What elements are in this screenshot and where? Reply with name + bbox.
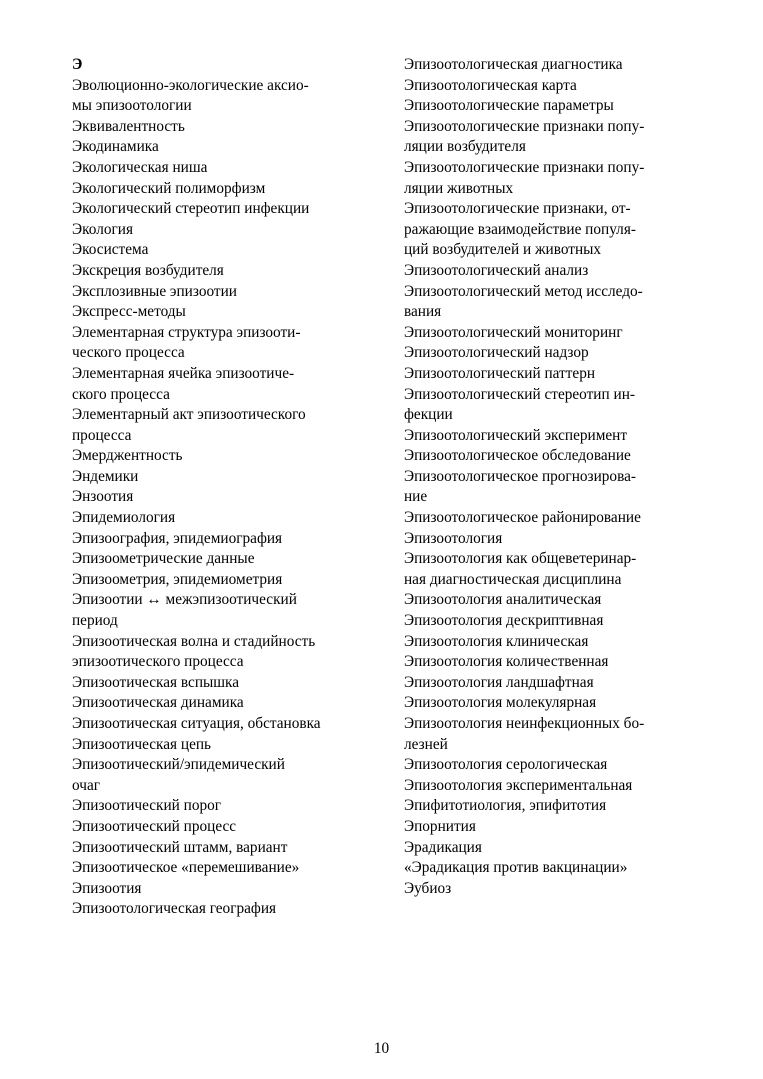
- term-line: Эпизоотология молекулярная: [404, 694, 597, 712]
- term-line: Эпизоотология ландшафтная: [404, 673, 594, 691]
- term-line: эпизоотического процесса: [72, 653, 244, 671]
- term-line: Эпизоотологический метод исследо-: [404, 282, 643, 300]
- term-line: Эпизоотический порог: [72, 797, 222, 815]
- term-line: Эпизоотологические параметры: [404, 97, 614, 115]
- term-line: лезней: [404, 735, 448, 753]
- term-line: Эпизоотология как общеветеринар-: [404, 550, 637, 568]
- term-line: очаг: [72, 776, 101, 794]
- term-line: ляции возбудителя: [404, 138, 526, 156]
- term-line: Экология: [72, 220, 133, 238]
- section-letter: Э: [72, 56, 83, 73]
- term-line: Эпизоометрические данные: [72, 550, 255, 568]
- term-line: Эксплозивные эпизоотии: [72, 282, 237, 300]
- term-line: период: [72, 612, 118, 630]
- term-line: Экологический полиморфизм: [72, 179, 266, 197]
- term-line: ций возбудителей и животных: [404, 241, 602, 259]
- term-line: Эндемики: [72, 467, 139, 485]
- term-line: Эпизоотическая динамика: [72, 694, 244, 712]
- right-term-list: [404, 55, 704, 899]
- term-line: Эпизоотологические признаки, от-: [404, 200, 631, 218]
- term-line: Экскреция возбудителя: [72, 261, 224, 279]
- term-line: Эволюционно-экологические аксио-: [72, 76, 309, 94]
- term-line: Эпизоотологический анализ: [404, 261, 589, 279]
- term-line: Эпизоотология количественная: [404, 653, 609, 671]
- term-line: Эпизоотологические признаки попу-: [404, 117, 645, 135]
- term-line: вания: [404, 303, 442, 321]
- term-line: Эпизоотология: [404, 529, 503, 547]
- term-line: Эпизоотология неинфекционных бо-: [404, 715, 645, 732]
- term-line: Эквивалентность: [72, 117, 185, 135]
- term-line: Эпизоотологическая карта: [404, 76, 577, 94]
- term-line: Эпизоотологическое обследование: [404, 447, 631, 465]
- term-line: Эпизоотологический паттерн: [404, 364, 596, 382]
- term-line: Эпизоотологическое прогнозирова-: [404, 467, 636, 485]
- term-line: Эпизоотологический стереотип ин-: [404, 385, 635, 403]
- term-line: Эпизоография, эпидемиография: [72, 529, 283, 547]
- term-line: Эпизоотическая ситуация, обстановка: [72, 715, 321, 732]
- term-line: Энзоотия: [72, 488, 134, 506]
- term-line: Эпизоотическая вспышка: [72, 673, 240, 691]
- term-line: Эпизоотическая цепь: [72, 735, 212, 753]
- left-column: [72, 55, 372, 920]
- term-line: Эпизоотологический надзор: [404, 344, 589, 362]
- term-line: ная диагностическая дисциплина: [404, 570, 622, 588]
- term-line: Эпорнития: [404, 817, 476, 835]
- term-line: Эпизоотологические признаки попу-: [404, 158, 645, 176]
- term-line: «Эрадикация против вакцинации»: [404, 859, 628, 877]
- term-line: Эпизоотологический мониторинг: [404, 323, 623, 341]
- term-line: Эрадикация: [404, 838, 482, 856]
- term-line: Элементарный акт эпизоотического: [72, 406, 306, 424]
- term-line: Эубиоз: [404, 879, 452, 897]
- term-line: Экодинамика: [72, 138, 159, 156]
- term-line: Эпизоотическое «перемешивание»: [72, 859, 300, 877]
- term-line: Эпизоотологический эксперимент: [404, 426, 628, 444]
- term-line: Элементарная ячейка эпизоотиче-: [72, 364, 295, 382]
- term-line: Эпизоотия: [72, 879, 142, 897]
- term-line: Эпизоотологическая география: [72, 900, 277, 918]
- term-line: Экологическая ниша: [72, 158, 208, 176]
- term-line: мы эпизоотологии: [72, 97, 192, 115]
- term-line: ческого процесса: [72, 344, 185, 362]
- term-line: Эпизоотологическое районирование: [404, 509, 641, 527]
- term-line: Эпизоотология аналитическая: [404, 591, 602, 609]
- term-line: Эпизоотологическая диагностика: [404, 56, 623, 73]
- term-line: Эмерджентность: [72, 447, 183, 465]
- term-line: Эпизоотология экспериментальная: [404, 776, 633, 794]
- term-line: Эпизоотический/эпидемический: [72, 756, 285, 774]
- term-line: Элементарная структура эпизооти-: [72, 323, 301, 341]
- term-line: Эпизоотология клиническая: [404, 632, 589, 650]
- term-line: Эпизоотология дескриптивная: [404, 612, 604, 630]
- right-column: [404, 55, 704, 899]
- page-number: 10: [373, 1040, 390, 1057]
- term-line: ляции животных: [404, 179, 514, 197]
- term-line: ние: [404, 488, 428, 506]
- term-line: фекции: [404, 406, 453, 424]
- term-line: Эпизоотический штамм, вариант: [72, 838, 288, 856]
- term-line: процесса: [72, 426, 132, 444]
- term-line: Эпизоотии ↔ межэпизоотический: [72, 591, 297, 609]
- term-line: Эпизоотология серологическая: [404, 756, 608, 774]
- term-line: Экологический стереотип инфекции: [72, 200, 310, 218]
- left-term-list: [72, 76, 372, 920]
- term-line: Эпидемиология: [72, 509, 176, 527]
- term-line: Экосистема: [72, 241, 149, 259]
- term-line: Экспресс-методы: [72, 303, 186, 321]
- term-line: ского процесса: [72, 385, 170, 403]
- term-line: Эпифитотиология, эпифитотия: [404, 797, 607, 815]
- term-line: ражающие взаимодействие популя-: [404, 220, 636, 238]
- term-line: Эпизоотический процесс: [72, 817, 237, 835]
- term-line: Эпизоотическая волна и стадийность: [72, 632, 316, 650]
- term-line: Эпизоометрия, эпидемиометрия: [72, 570, 283, 588]
